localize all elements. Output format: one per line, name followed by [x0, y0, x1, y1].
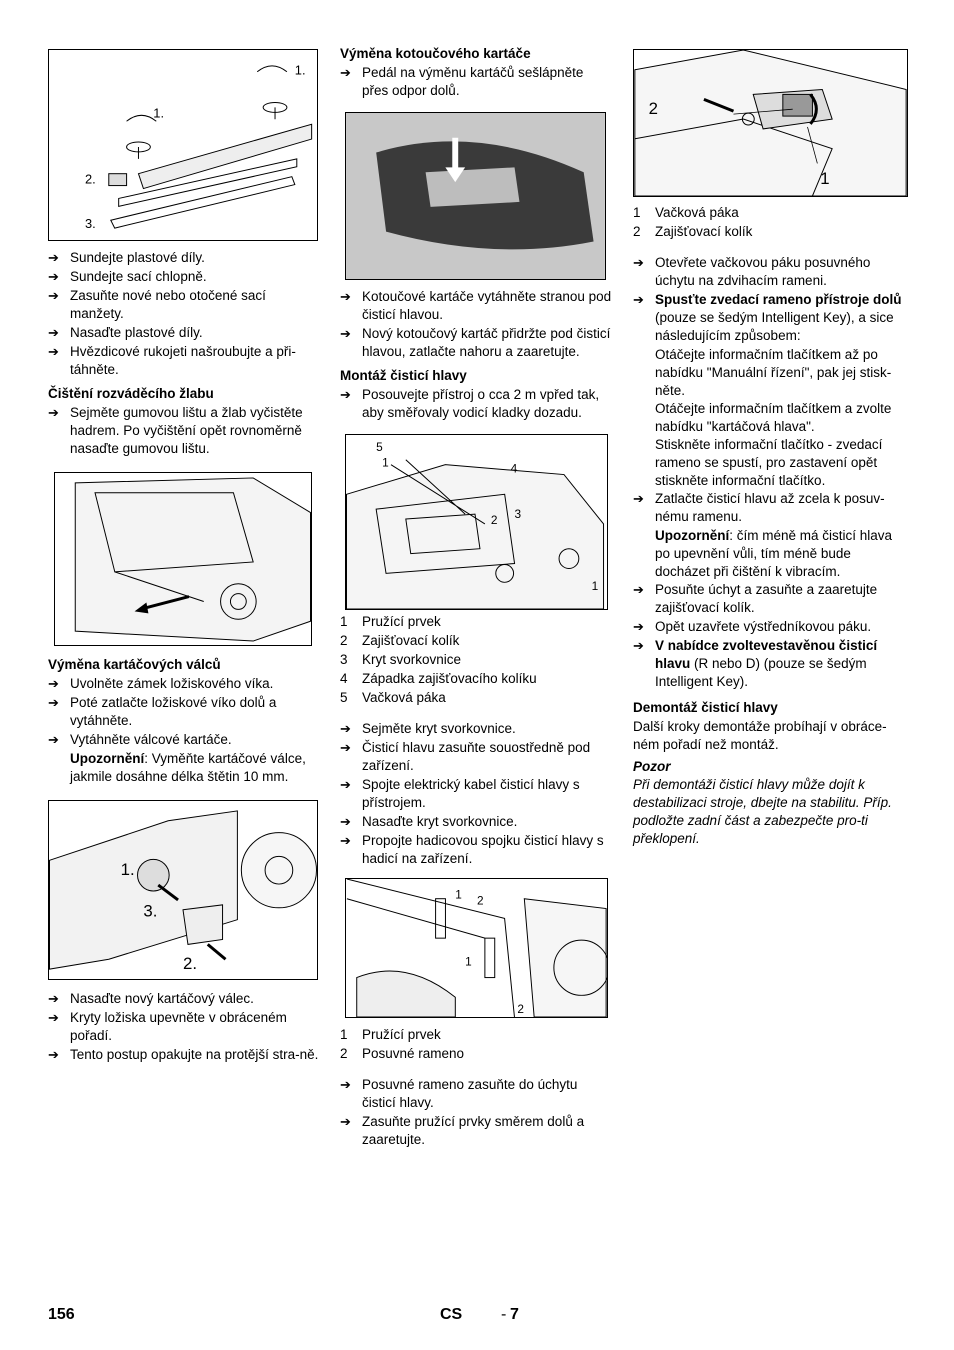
step-item: ➔ Nasaďte kryt svorkovnice.: [340, 814, 518, 829]
arrow-icon: ➔: [340, 1077, 351, 1092]
note-roller-text: : Vyměňte kartáčové válce, jakmile dosáhne délka štětin 10 mm.: [70, 751, 306, 784]
fig-mount-label-5: 5: [376, 439, 383, 454]
cam-lever-illustration: [634, 50, 907, 196]
step-item: ➔ Vytáhněte válcové kartáče.: [48, 732, 232, 747]
fig-cam-label-1: 1: [820, 169, 830, 189]
warning-text: Při demontáži čisticí hlavy může dojít k destabilizaci stroje, dbejte na stabilitu. Příp. podložte zadní část a zabezpečte pro-ti překlopení.: [633, 777, 892, 846]
step-item: ➔ Uvolněte zámek ložiskového víka.: [48, 676, 274, 691]
arrow-icon: ➔: [340, 289, 351, 304]
arrow-icon: ➔: [633, 582, 644, 597]
arrow-icon: ➔: [633, 491, 644, 506]
fig-arm-label-2b: 2: [517, 1002, 524, 1017]
step-item: ➔ Kotoučové kartáče vytáhněte stranou pod čisticí hlavou.: [340, 289, 612, 322]
figure-head-mounting: [345, 434, 608, 610]
fig1-label-1b: 1.: [153, 105, 165, 121]
note-roller-label: Upozornění: [70, 751, 145, 766]
step-item: ➔ Propojte hadicovou spojku čisticí hlavy s hadicí na zařízení.: [340, 833, 604, 866]
figure-roller-brush: [48, 800, 318, 980]
arrow-icon: ➔: [340, 65, 351, 80]
arrow-icon: ➔: [48, 1047, 59, 1062]
language-code: CS: [440, 1306, 463, 1323]
trough-illustration: [55, 473, 311, 645]
arrow-icon: ➔: [633, 292, 644, 307]
fig1-label-2: 2.: [85, 171, 96, 187]
step-item: ➔ Kryty ložiska upevněte v obráceném pořadí.: [48, 1010, 287, 1043]
heading-trough-cleaning: Čištění rozváděcího žlabu: [48, 386, 214, 401]
figure-sliding-arm: [345, 878, 608, 1018]
step-item: ➔ Nasaďte plastové díly.: [48, 325, 203, 340]
heading-mounting: Montáž čisticí hlavy: [340, 368, 467, 383]
page-number: 156: [48, 1306, 75, 1323]
legend-item: 3 Kryt svorkovnice: [340, 652, 462, 667]
figure-squeegee-lips: [48, 49, 318, 241]
step-item: ➔ Sejměte gumovou lištu a žlab vyčistěte hadrem. Po vyčištění opět rovnoměrně nasaďte gumovou lištu.: [48, 405, 303, 456]
arrow-icon: ➔: [340, 833, 351, 848]
arrow-icon: ➔: [340, 721, 351, 736]
fig3-label-2: 2.: [183, 954, 198, 974]
step-item: ➔ Nasaďte nový kartáčový válec.: [48, 991, 254, 1006]
sliding-arm-illustration: [346, 879, 607, 1017]
step-item: ➔ Posuvné rameno zasuňte do úchytu čisticí hlavy.: [340, 1077, 578, 1110]
fig3-label-3: 3.: [143, 901, 158, 921]
fig3-label-1: 1.: [120, 860, 135, 880]
step-item: ➔ Posouvejte přístroj o cca 2 m vpřed tak, aby směřovaly vodicí kladky dozadu.: [340, 387, 600, 420]
arrow-icon: ➔: [48, 288, 59, 303]
legend-item: 5 Vačková páka: [340, 690, 446, 705]
arrow-icon: ➔: [633, 255, 644, 270]
arrow-icon: ➔: [48, 344, 59, 359]
heading-roller-replacement: Výměna kartáčových válců: [48, 657, 221, 672]
substep-press-button: Stiskněte informační tlačítko - zvedací rameno se spustí, pro zastavení opět stiskněte informační tlačítko.: [655, 437, 883, 488]
arrow-icon: ➔: [48, 732, 59, 747]
step-item: ➔ Zasuňte nové nebo otočené sací manžety.: [48, 288, 266, 321]
fig-mount-label-3: 3: [514, 507, 522, 522]
arrow-icon: ➔: [48, 269, 59, 284]
step-item: ➔ Pedál na výměnu kartáčů sešlápněte přes odpor dolů.: [340, 65, 584, 98]
step-item: ➔ Sundejte plastové díly.: [48, 250, 205, 265]
step-select-head: ➔ V nabídce zvoltevestavěnou čisticí hlavu (R nebo D) (pouze se šedým Intelligent Key).: [633, 638, 878, 689]
step-lock-pin: ➔ Posuňte úchyt a zasuňte a zaaretujte zajišťovací kolík.: [633, 582, 878, 615]
legend-item: 1 Vačková páka: [633, 205, 739, 220]
step-item: ➔ Tento postup opakujte na protější stra-ně.: [48, 1047, 319, 1062]
column-left: [48, 44, 320, 1065]
substep-brush-head: Otáčejte informačním tlačítkem a zvolte nabídku "kartáčová hlava".: [655, 401, 892, 434]
arrow-icon: ➔: [48, 405, 59, 420]
note-label: Upozornění: [655, 528, 730, 543]
dismount-text: Další kroky demontáže probíhají v obráce-ném pořadí než montáž.: [633, 719, 887, 752]
step-close-cam: ➔ Opět uzavřete výstředníkovou páku.: [633, 619, 872, 634]
step-item: ➔ Sundejte sací chlopně.: [48, 269, 207, 284]
roller-illustration: [49, 801, 317, 979]
pedal-photo: [346, 113, 605, 279]
note-text: : čím méně má čisticí hlava po upevnění vůli, tím méně bude docházet při čištění k vibracím.: [655, 528, 893, 579]
legend-item: 2 Posuvné rameno: [340, 1046, 465, 1061]
heading-dismount: Demontáž čisticí hlavy: [633, 700, 778, 715]
squeegee-illustration: [49, 50, 317, 240]
step-item: ➔ Hvězdicové rukojeti našroubujte a při-táhněte.: [48, 344, 296, 377]
fig1-label-1a: 1.: [294, 62, 306, 78]
fig-arm-label-1a: 1: [455, 887, 462, 902]
step-item: ➔ Nový kotoučový kartáč přidržte pod čisticí hlavou, zatlačte nahoru a zaaretujte.: [340, 326, 611, 359]
arrow-icon: ➔: [340, 740, 351, 755]
footer-separator: -: [501, 1306, 507, 1323]
arrow-icon: ➔: [340, 326, 351, 341]
fig-mount-label-2: 2: [490, 512, 498, 527]
fig-mount-label-4: 4: [510, 461, 518, 476]
substep-manual-control: Otáčejte informačním tlačítkem až po nabídku "Manuální řízení", pak jej stisk-něte.: [655, 347, 892, 398]
legend-item: 1 Pružící prvek: [340, 614, 441, 629]
arrow-icon: ➔: [48, 325, 59, 340]
step-item: ➔ Poté zatlačte ložiskové víko dolů a vytáhněte.: [48, 695, 277, 728]
column-right: [633, 44, 908, 848]
arrow-icon: ➔: [48, 676, 59, 691]
arrow-icon: ➔: [48, 1010, 59, 1025]
fig-mount-label-1a: 1: [382, 455, 389, 470]
arrow-icon: ➔: [340, 387, 351, 402]
legend-item: 1 Pružící prvek: [340, 1027, 441, 1042]
fig-mount-label-1b: 1: [591, 579, 599, 594]
fig-arm-label-1b: 1: [465, 954, 472, 969]
figure-cam-lever: [633, 49, 908, 197]
step-item: ➔ Sejměte kryt svorkovnice.: [340, 721, 516, 736]
step-item: ➔ Zasuňte pružící prvky směrem dolů a zaaretujte.: [340, 1114, 585, 1147]
step-push-head: ➔ Zatlačte čisticí hlavu až zcela k posuv-nému ramenu.: [633, 491, 885, 524]
arrow-icon: ➔: [633, 638, 644, 653]
arrow-icon: ➔: [48, 250, 59, 265]
legend-item: 2 Zajišťovací kolík: [340, 633, 460, 648]
step-item: ➔ Spojte elektrický kabel čisticí hlavy s přístrojem.: [340, 777, 580, 810]
arrow-icon: ➔: [48, 991, 59, 1006]
section-page-number: 7: [510, 1306, 519, 1323]
arrow-icon: ➔: [633, 619, 644, 634]
step-item: ➔ Čisticí hlavu zasuňte souostředně pod zařízení.: [340, 740, 591, 773]
arrow-icon: ➔: [340, 1114, 351, 1129]
step-lower-arm: ➔ Spusťte zvedací rameno přístroje dolů (pouze se šedým Intelligent Key), a sice následujícím způsobem:: [633, 292, 902, 343]
fig-cam-label-2: 2: [648, 99, 658, 119]
legend-item: 4 Západka zajišťovacího kolíku: [340, 671, 537, 686]
arrow-icon: ➔: [340, 777, 351, 792]
figure-trough: [54, 472, 312, 646]
column-middle: [340, 44, 612, 1150]
arrow-icon: ➔: [340, 814, 351, 829]
mounting-illustration: [346, 435, 607, 609]
step-open-cam: ➔ Otevřete vačkovou páku posuvného úchytu na zdvihacím rameni.: [633, 255, 871, 288]
fig-arm-label-2a: 2: [476, 893, 484, 908]
warning-title: Pozor: [633, 759, 671, 774]
arrow-icon: ➔: [48, 695, 59, 710]
figure-brush-pedal-photo: [345, 112, 606, 280]
legend-item: 2 Zajišťovací kolík: [633, 224, 753, 239]
fig1-label-3: 3.: [85, 216, 96, 232]
heading-disc-brush: Výměna kotoučového kartáče: [340, 46, 531, 61]
